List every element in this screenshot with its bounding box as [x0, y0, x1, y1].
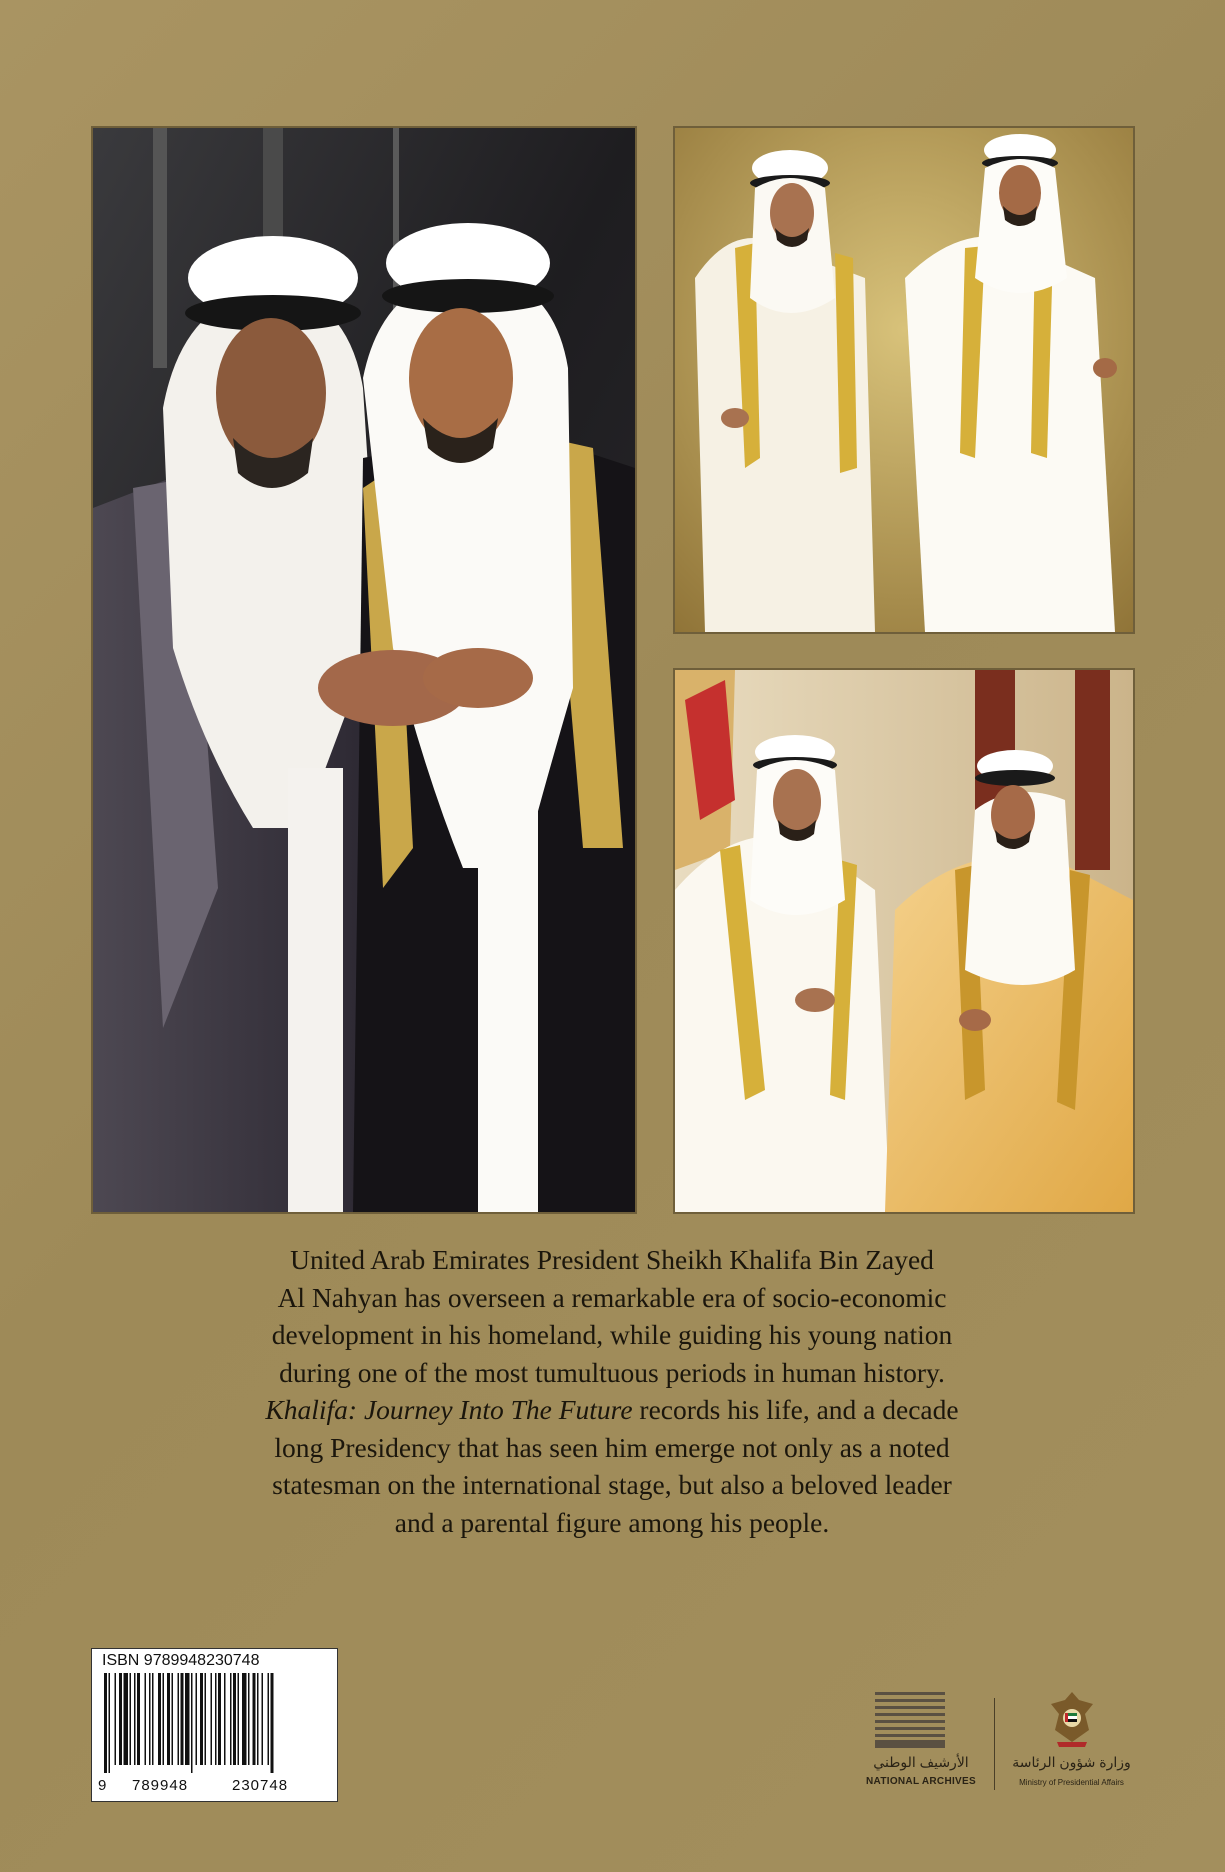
barcode-bar [104, 1673, 107, 1773]
ministry-logo [1003, 1690, 1140, 1800]
photo-bottom-right [673, 668, 1135, 1214]
barcode-bar [137, 1673, 140, 1765]
barcode-bar [185, 1673, 190, 1765]
ministry-arabic: وزارة شؤون الرئاسة [1012, 1754, 1131, 1770]
barcode-bar [215, 1673, 217, 1765]
barcode-bar [178, 1673, 180, 1765]
barcode-bar [145, 1673, 147, 1765]
barcode-bar [191, 1673, 193, 1773]
barcode-bar [205, 1673, 207, 1765]
barcode-digits-right: 230748 [232, 1777, 289, 1794]
archives-emblem-icon [875, 1690, 947, 1750]
blurb-line: Al Nahyan has overseen a remarkable era of socio-economic [277, 1281, 947, 1313]
barcode-bar [242, 1673, 247, 1765]
uae-eagle-emblem-icon [1049, 1690, 1095, 1748]
blurb-line: development in his homeland, while guiding his young nation [271, 1319, 953, 1350]
blurb-line: during one of the most tumultuous periods in human history. [279, 1356, 945, 1388]
book-title-italic: Khalifa: Journey Into The Future [265, 1394, 633, 1425]
blurb-line: long Presidency that has seen him emerge not only as a noted [274, 1431, 950, 1463]
barcode-bar [172, 1673, 174, 1765]
barcode-bar [224, 1673, 226, 1765]
barcode-bar [196, 1673, 198, 1765]
photo-left-illustration [93, 128, 635, 1212]
barcode-bar [163, 1673, 165, 1765]
barcode-bar [200, 1673, 203, 1765]
barcode-bar [124, 1673, 129, 1765]
publisher-logos [855, 1690, 1140, 1800]
barcode-bar [257, 1673, 259, 1765]
blurb-line-rest: records his life, and a decade [632, 1394, 959, 1425]
national-archives-arabic: الأرشيف الوطني [873, 1754, 969, 1770]
barcode-bar [152, 1673, 154, 1765]
blurb-line [110, 1391, 1114, 1429]
barcode-bar [238, 1673, 240, 1765]
barcode-bar [119, 1673, 122, 1765]
blurb-line: statesman on the international stage, but also a beloved leader [272, 1469, 952, 1500]
barcode-bar [109, 1673, 111, 1773]
barcode-bar [181, 1673, 184, 1765]
isbn-label: ISBN 9789948230748 [102, 1652, 260, 1669]
barcode-bar [271, 1673, 274, 1773]
barcode-bar [158, 1673, 161, 1765]
photo-top-right [673, 126, 1135, 634]
barcode-bar [253, 1673, 256, 1765]
barcode-bar [149, 1673, 151, 1765]
national-archives-english: NATIONAL ARCHIVES [866, 1776, 976, 1787]
blurb-line: United Arab Emirates President Sheikh Khalifa Bin Zayed [290, 1244, 934, 1275]
national-archives-logo [855, 1690, 987, 1800]
ministry-english: Ministry of Presidential Affairs [1019, 1778, 1124, 1787]
barcode-bar [134, 1673, 136, 1765]
barcode-bar [262, 1673, 264, 1765]
barcode-bar [233, 1673, 236, 1765]
blurb-line: and a parental figure among his people. [394, 1506, 830, 1538]
barcode-bar [218, 1673, 221, 1765]
barcode-bar [268, 1673, 270, 1765]
isbn-barcode [91, 1648, 338, 1802]
barcode-bar [130, 1673, 132, 1765]
barcode-bar [230, 1673, 232, 1765]
logo-divider [994, 1698, 995, 1790]
barcode-digit-first: 9 [98, 1777, 108, 1794]
photo-left [91, 126, 637, 1214]
barcode-bar [248, 1673, 250, 1765]
barcode-digits-left: 789948 [132, 1777, 189, 1794]
barcode-bar [115, 1673, 117, 1765]
barcode-bar [167, 1673, 170, 1765]
barcode-bars [98, 1673, 330, 1775]
back-cover-blurb [110, 1241, 1114, 1541]
photo-top-right-illustration [675, 128, 1133, 632]
barcode-bar [211, 1673, 213, 1765]
photo-bottom-right-illustration [675, 670, 1133, 1212]
